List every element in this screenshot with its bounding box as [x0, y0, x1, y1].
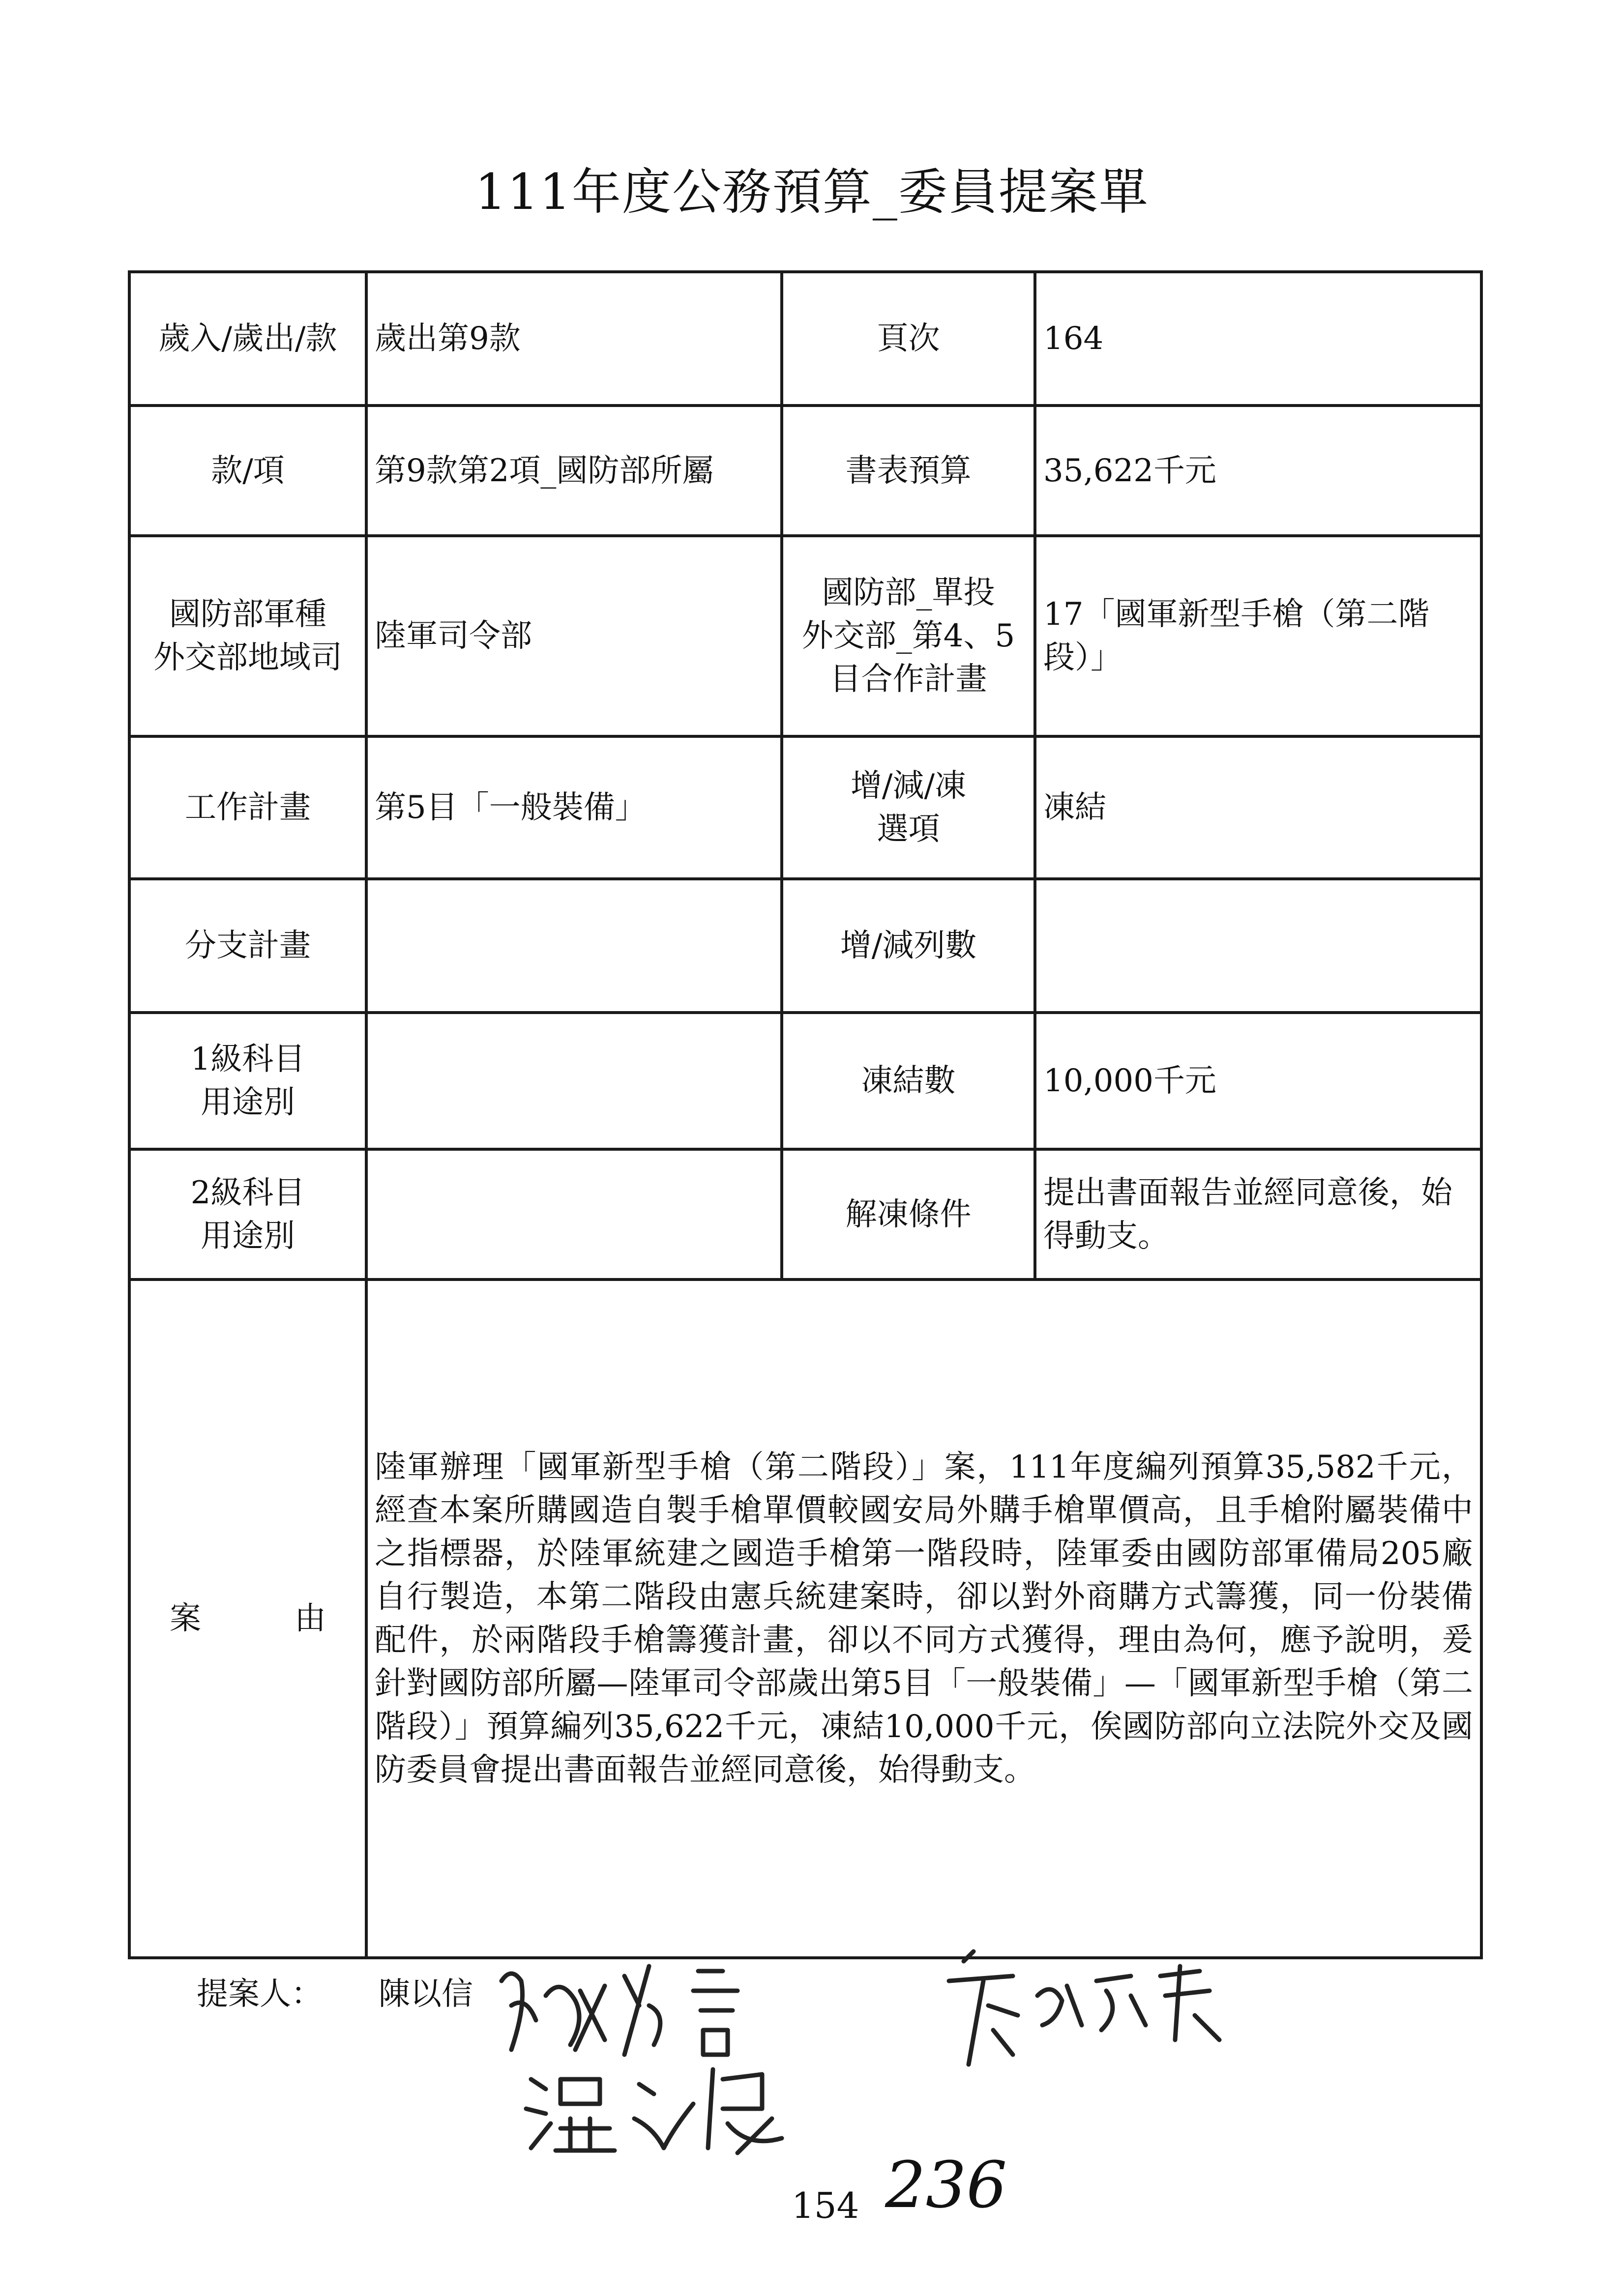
label-work-plan: 工作計畫: [129, 736, 366, 879]
label-reason-char1: 案: [170, 1600, 201, 1637]
value-branch-plan: [366, 879, 782, 1013]
value-section-item: 第9款第2項_國防部所屬: [366, 406, 782, 536]
label-level1-line1: 1級科目: [190, 1041, 305, 1077]
signature-3: [516, 2050, 821, 2168]
value-plan-item: 17「國軍新型手槍（第二階段）」: [1035, 536, 1481, 736]
label-reason-char2: 由: [295, 1600, 326, 1637]
form-row: [129, 879, 1481, 1013]
form-row: [129, 406, 1481, 536]
form-row-reason: [129, 1279, 1481, 1958]
value-option: 凍結: [1035, 736, 1481, 879]
label-level1-line2: 用途別: [201, 1084, 295, 1121]
value-reason: 陸軍辦理「國軍新型手槍（第二階段）」案，111年度編列預算35,582千元，經查本案所購國造自製手槍單價較國安局外購手槍單價高，且手槍附屬裝備中之指標器，於陸軍統建之國造手槍第一階段時，陸軍委由國防部軍備局205廠自行製造，本第二階段由憲兵統建案時，卻以對外商購方式籌獲，同一份裝備配件，於兩階段手槍籌獲計畫，卻以不同方式獲得，理由為何，應予說明，爰針對國防部所屬—陸軍司令部歲出第5目「一般裝備」—「國軍新型手槍（第二階段）」預算編列35,622千元，凍結10,000千元，俟國防部向立法院外交及國防委員會提出書面報告並經同意後，始得動支。: [366, 1279, 1481, 1958]
label-reason: [129, 1279, 366, 1958]
page-number: 154: [792, 2185, 859, 2226]
label-plan-item-line1: 國防部_單投: [822, 575, 995, 611]
label-branch-plan: 分支計畫: [129, 879, 366, 1013]
label-plan-item-line3: 目合作計畫: [829, 661, 987, 698]
label-budget-amount: 書表預算: [782, 406, 1035, 536]
label-option-line1: 增/減/凍: [850, 768, 967, 804]
label-section-item: 款/項: [129, 406, 366, 536]
signature-2: [934, 1942, 1249, 2074]
value-level1-subject: [366, 1013, 782, 1149]
handwritten-page-number: [880, 2143, 1028, 2232]
label-option-line2: 選項: [877, 811, 940, 847]
value-unfreeze-condition: 提出書面報告並經同意後，始得動支。: [1035, 1149, 1481, 1279]
label-plan-item: [782, 536, 1035, 736]
proposer-label: 提案人：: [197, 1976, 323, 2012]
value-work-plan: 第5目「一般裝備」: [366, 736, 782, 879]
value-adjust-amount: [1035, 879, 1481, 1013]
label-agency-line2: 外交部地域司: [153, 639, 342, 676]
label-level2-subject: [129, 1149, 366, 1279]
label-plan-item-line2: 外交部_第4、5: [801, 618, 1015, 654]
proposer-name: 陳以信: [379, 1976, 473, 2012]
proposal-form-table: [128, 270, 1483, 1959]
label-page: 頁次: [782, 272, 1035, 406]
form-row: [129, 736, 1481, 879]
form-row: [129, 1149, 1481, 1279]
label-revenue-expenditure: 歲入/歲出/款: [129, 272, 366, 406]
value-level2-subject: [366, 1149, 782, 1279]
label-level2-line2: 用途別: [201, 1218, 295, 1254]
label-level2-line1: 2級科目: [190, 1174, 305, 1211]
value-budget-amount: 35,622千元: [1035, 406, 1481, 536]
value-page: 164: [1035, 272, 1481, 406]
page-title: 111年度公務預算_委員提案單: [475, 163, 1149, 221]
value-agency: 陸軍司令部: [366, 536, 782, 736]
value-revenue-expenditure: 歲出第9款: [366, 272, 782, 406]
label-frozen-amount: 凍結數: [782, 1013, 1035, 1149]
label-option: [782, 736, 1035, 879]
label-agency: [129, 536, 366, 736]
label-agency-line1: 國防部軍種: [169, 596, 326, 633]
handwritten-page-number-text: 236: [885, 2148, 1007, 2222]
form-row: [129, 272, 1481, 406]
value-frozen-amount: 10,000千元: [1035, 1013, 1481, 1149]
label-unfreeze-condition: 解凍條件: [782, 1149, 1035, 1279]
label-adjust-amount: 增/減列數: [782, 879, 1035, 1013]
label-level1-subject: [129, 1013, 366, 1149]
form-row: [129, 536, 1481, 736]
form-row: [129, 1013, 1481, 1149]
